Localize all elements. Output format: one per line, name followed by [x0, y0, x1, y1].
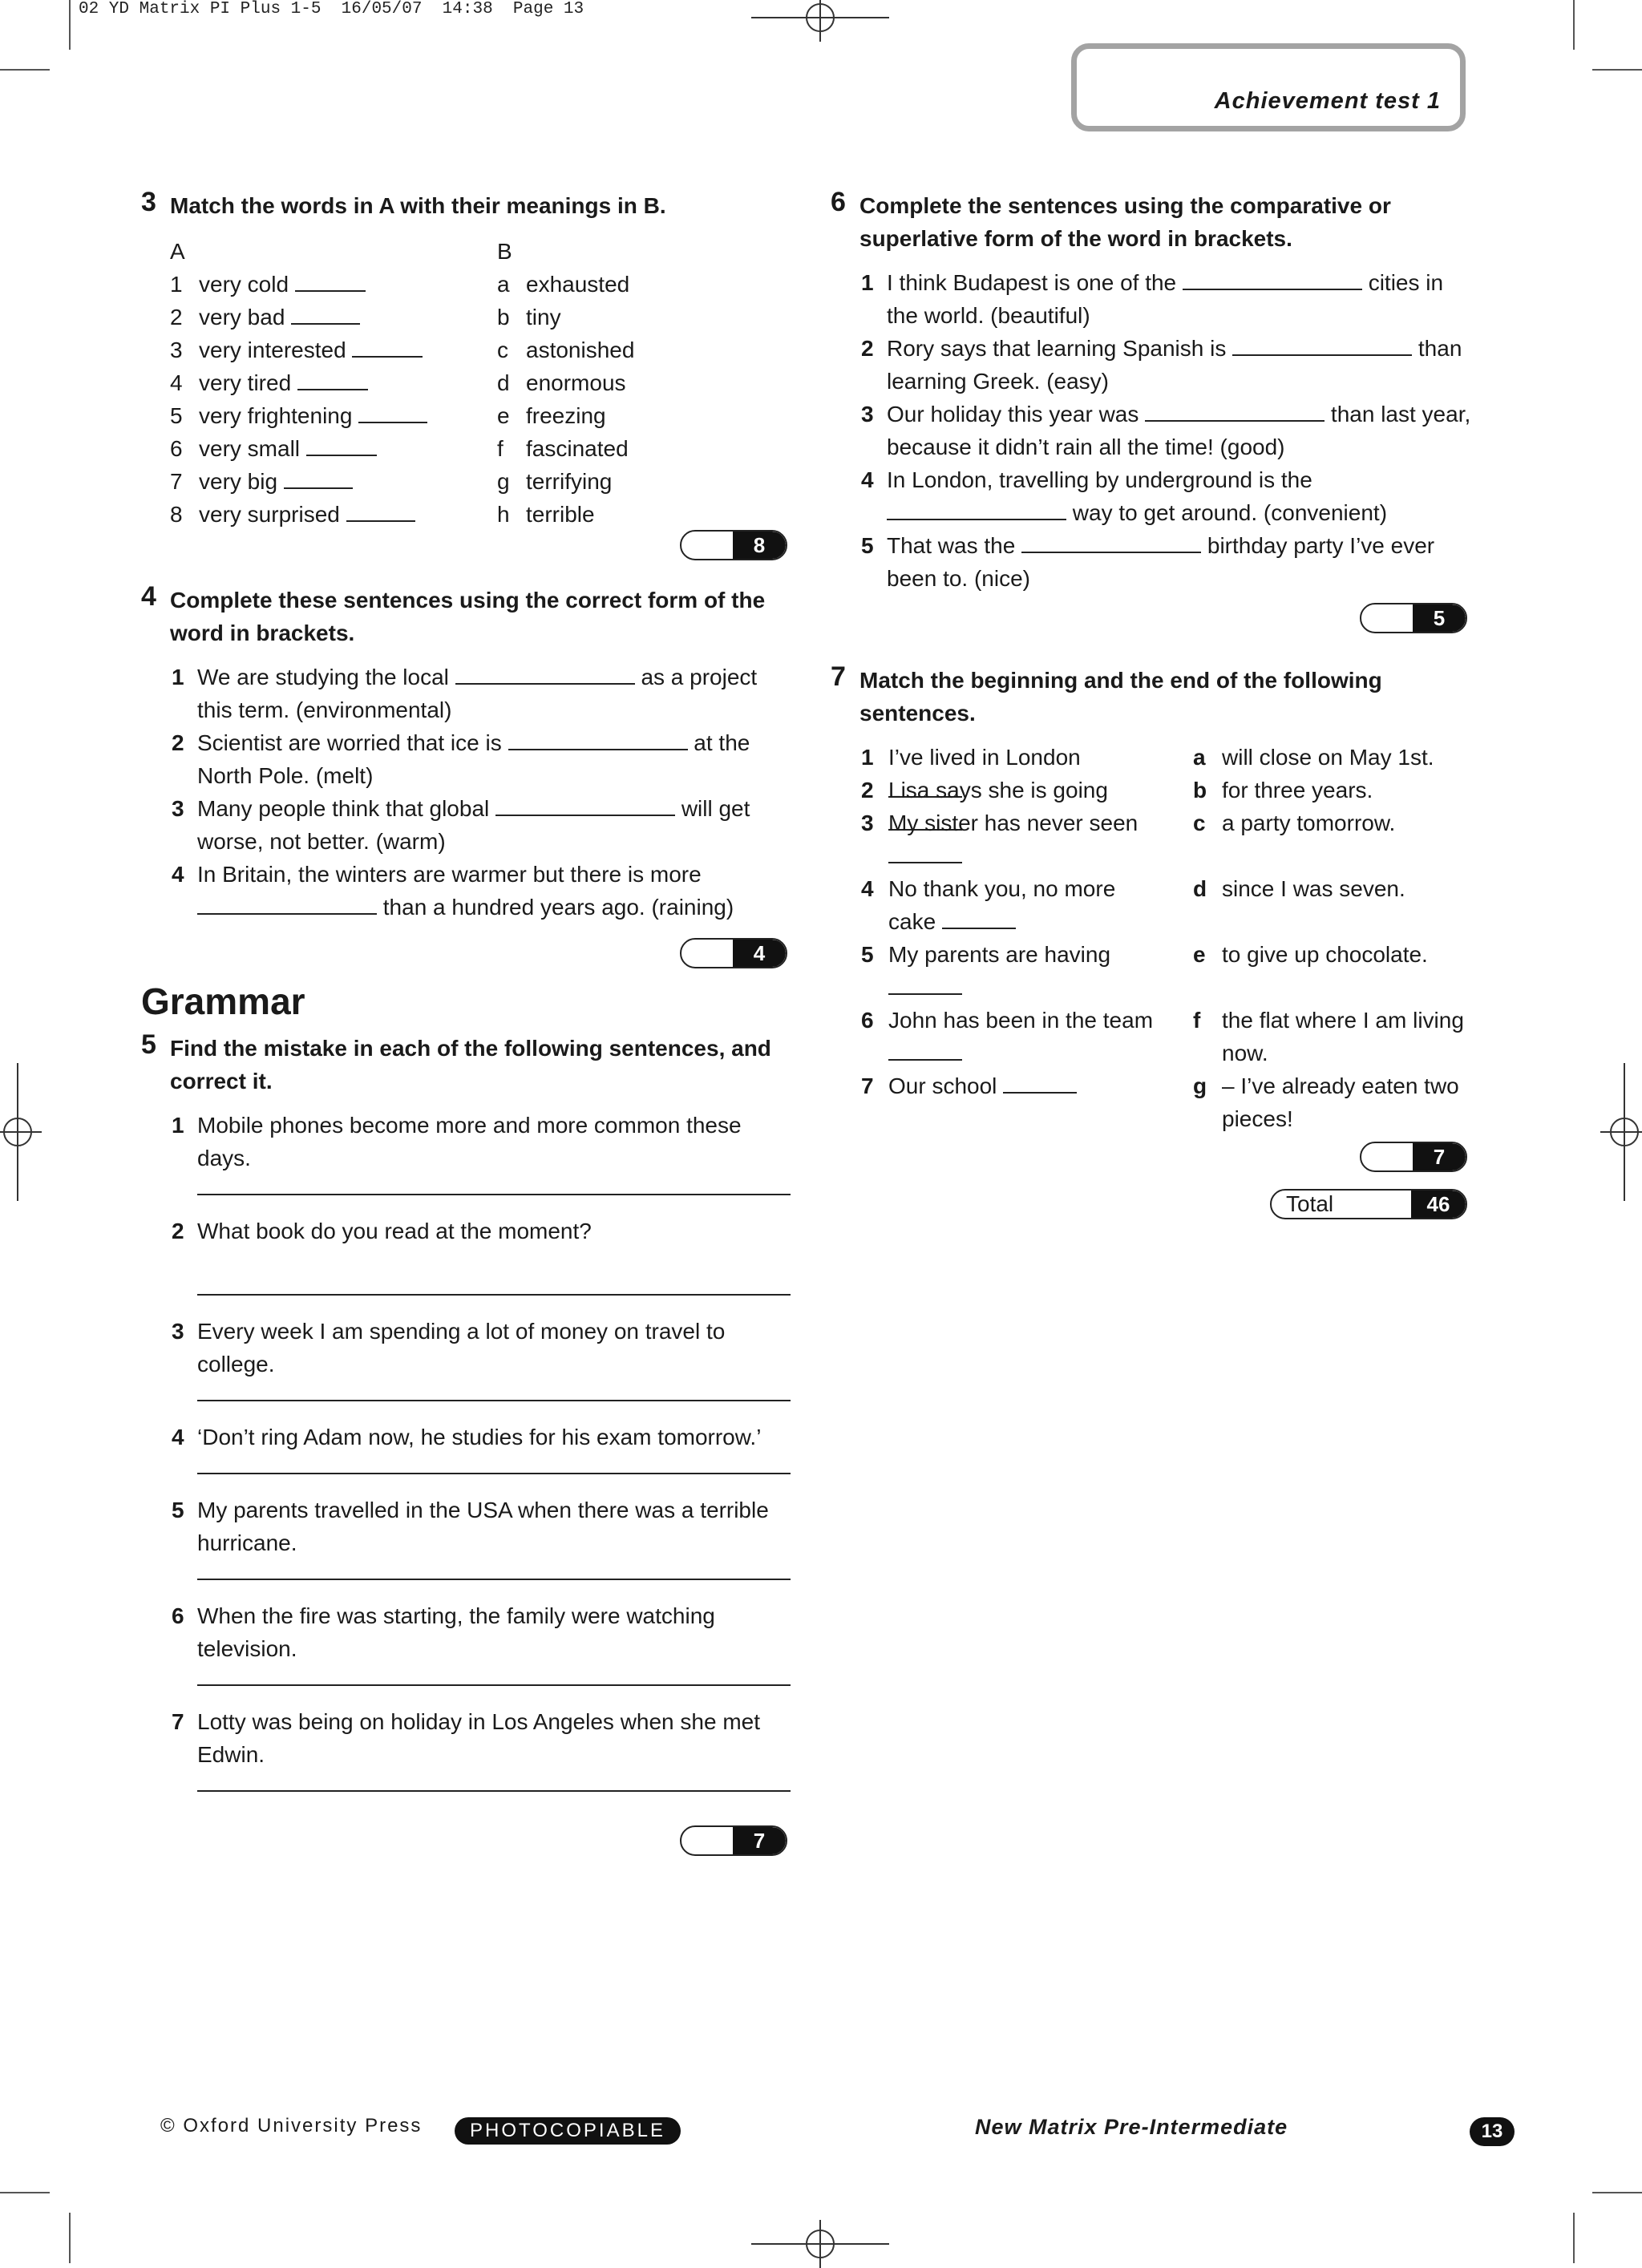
crop-mark	[1592, 2192, 1642, 2193]
sentence-start: Scientist are worried that ice is	[197, 730, 502, 755]
sentence-ending	[1193, 774, 1498, 807]
item-letter: h	[497, 502, 510, 527]
sentence-item	[831, 529, 1472, 595]
answer-blank[interactable]	[495, 795, 675, 816]
answer-line[interactable]	[197, 1683, 791, 1686]
answer-blank[interactable]	[508, 730, 688, 750]
item-text: terrifying	[526, 469, 613, 494]
answer-blank[interactable]	[942, 908, 1016, 929]
section-4-instruction: 4 Complete these sentences using the correct form of the word in brackets.	[141, 581, 766, 645]
page-number: 13	[1470, 2117, 1515, 2146]
meaning-b	[497, 399, 606, 432]
answer-blank[interactable]	[1232, 335, 1412, 356]
meaning-b	[497, 465, 612, 498]
crop-mark	[1573, 2213, 1575, 2263]
section-3-instruction: 3 Match the words in A with their meanings in B.	[141, 187, 666, 218]
registration-mark-left	[3, 1118, 32, 1146]
answer-blank[interactable]	[358, 402, 427, 423]
meaning-b	[497, 498, 595, 531]
sentence-start: I’ve lived in London	[888, 745, 1081, 770]
word-a	[170, 301, 360, 334]
section-3	[141, 189, 791, 531]
item-number: 4	[172, 862, 184, 887]
answer-blank[interactable]	[284, 468, 353, 489]
answer-blank[interactable]	[888, 974, 962, 995]
answer-blank[interactable]	[346, 501, 415, 522]
section-number: 6	[831, 187, 846, 217]
item-text: very cold	[199, 272, 289, 297]
sentence-start: In London, travelling by underground is the	[887, 467, 1312, 492]
item-letter: e	[497, 403, 510, 428]
match-row	[170, 465, 791, 498]
item-letter: b	[1193, 778, 1207, 802]
section-number: 7	[831, 661, 846, 692]
item-text: terrible	[526, 502, 595, 527]
item-number: 4	[861, 876, 874, 901]
sentence-beginning	[861, 1004, 1158, 1069]
crop-mark	[1573, 0, 1575, 50]
match-pair	[831, 1069, 1472, 1135]
match-row	[170, 432, 791, 465]
sentence-item	[141, 1599, 791, 1665]
total-label: Total	[1286, 1191, 1334, 1216]
word-a	[170, 334, 423, 366]
section-5	[141, 1029, 791, 1811]
crop-mark	[1592, 69, 1642, 71]
sentence-ending	[1193, 741, 1498, 774]
sentence-end: since I was seven.	[1222, 876, 1405, 901]
meaning-b	[497, 334, 634, 366]
item-text: tiny	[526, 305, 561, 329]
sentence-end: – I’ve already eaten two pieces!	[1222, 1073, 1459, 1131]
item-number: 1	[861, 745, 874, 770]
match-pair	[831, 741, 1472, 774]
sentence-ending	[1193, 1069, 1498, 1135]
item-letter: b	[497, 305, 510, 329]
item-text: freezing	[526, 403, 606, 428]
column-a-label: A	[170, 239, 185, 264]
match-row	[170, 334, 791, 366]
item-letter: a	[1193, 745, 1206, 770]
sentence-item	[141, 1494, 791, 1559]
sentence-item	[831, 398, 1472, 463]
sentence-end: will get worse, not better. (warm)	[197, 796, 750, 854]
sentence-end: way to get around. (convenient)	[1072, 500, 1388, 525]
section-6-items	[831, 266, 1472, 595]
sentence-item	[141, 661, 791, 726]
answer-blank[interactable]	[197, 894, 377, 915]
item-number: 5	[172, 1498, 184, 1522]
sentence-item	[141, 1705, 791, 1771]
section-5-instruction: 5 Find the mistake in each of the following sentences, and correct it.	[141, 1029, 771, 1094]
match-pair	[831, 872, 1472, 938]
item-text: very interested	[199, 338, 346, 362]
item-number: 3	[861, 402, 874, 427]
sentence-text: When the fire was starting, the family were watching television.	[197, 1603, 715, 1661]
match-row	[170, 399, 791, 432]
item-letter: f	[497, 436, 504, 461]
answer-line[interactable]	[197, 1398, 791, 1401]
item-letter: d	[1193, 876, 1207, 901]
item-number: 2	[861, 336, 874, 361]
item-text: very tired	[199, 370, 292, 395]
column-b-label: B	[497, 239, 512, 264]
match-pair	[831, 774, 1472, 807]
item-letter: c	[497, 338, 508, 362]
section-7-items	[831, 741, 1472, 1135]
item-number: 2	[172, 1219, 184, 1243]
sentence-start: Rory says that learning Spanish is	[887, 336, 1227, 361]
sentence-item	[141, 1421, 791, 1453]
sentence-start: In Britain, the winters are warmer but there is more	[197, 862, 702, 887]
sentence-start: Our school	[888, 1073, 997, 1098]
sentence-end: than last year, because it didn’t rain all the time! (good)	[887, 402, 1471, 459]
sentence-start: I think Budapest is one of the	[887, 270, 1177, 295]
score-box-section-7: 7	[1360, 1142, 1467, 1172]
item-number: 6	[170, 436, 183, 461]
answer-blank[interactable]	[1021, 532, 1201, 553]
answer-blank[interactable]	[295, 271, 366, 292]
sentence-end: as a project this term. (environmental)	[197, 665, 758, 722]
score-box-section-3: 8	[680, 530, 787, 560]
match-table	[141, 235, 791, 531]
registration-mark-right	[1610, 1118, 1639, 1146]
copyright: © Oxford University Press	[160, 2115, 423, 2137]
item-number: 1	[172, 665, 184, 689]
answer-line[interactable]	[197, 1471, 791, 1474]
sentence-end: the flat where I am living now.	[1222, 1008, 1464, 1065]
item-number: 6	[172, 1603, 184, 1628]
sentence-item	[141, 858, 791, 924]
sentence-start: My sister has never seen	[888, 811, 1138, 835]
sentence-end: for three years.	[1222, 778, 1373, 802]
sentence-item	[141, 792, 791, 858]
score-box-section-4: 4	[680, 938, 787, 968]
sentence-end: to give up chocolate.	[1222, 942, 1428, 967]
answer-blank[interactable]	[1183, 269, 1362, 290]
sentence-ending	[1193, 807, 1498, 839]
sentence-beginning	[861, 938, 1158, 1004]
meaning-b	[497, 432, 629, 465]
sentence-start: We are studying the local	[197, 665, 449, 689]
answer-blank[interactable]	[888, 843, 962, 863]
score-box-section-6: 5	[1360, 603, 1467, 633]
item-letter: g	[1193, 1073, 1207, 1098]
word-a	[170, 366, 368, 399]
section-number: 4	[141, 581, 156, 612]
item-number: 3	[861, 811, 874, 835]
answer-blank[interactable]	[455, 664, 635, 685]
answer-blank[interactable]	[297, 370, 368, 390]
answer-line[interactable]	[197, 1292, 791, 1296]
item-number: 3	[172, 796, 184, 821]
sentence-end: will close on May 1st.	[1222, 745, 1434, 770]
total-score-box	[1270, 1189, 1467, 1219]
item-number: 2	[861, 778, 874, 802]
sentence-end: than a hundred years ago. (raining)	[382, 895, 734, 920]
item-number: 1	[172, 1113, 184, 1138]
item-letter: d	[497, 370, 510, 395]
meaning-b	[497, 366, 626, 399]
sentence-end: a party tomorrow.	[1222, 811, 1396, 835]
item-number: 7	[172, 1709, 184, 1734]
item-text: exhausted	[526, 272, 630, 297]
item-number: 3	[170, 338, 183, 362]
answer-line[interactable]	[197, 1577, 791, 1580]
item-letter: f	[1193, 1008, 1201, 1033]
sentence-text: Lotty was being on holiday in Los Angeles when she met Edwin.	[197, 1709, 761, 1767]
sentence-start: That was the	[887, 533, 1016, 558]
meaning-b	[497, 301, 561, 334]
sentence-text: Mobile phones become more and more common these days.	[197, 1113, 742, 1170]
answer-blank[interactable]	[887, 499, 1066, 520]
match-pair	[831, 1004, 1472, 1069]
item-number: 1	[170, 272, 183, 297]
match-row	[170, 498, 791, 531]
item-number: 6	[861, 1008, 874, 1033]
match-row	[170, 366, 791, 399]
sentence-item	[831, 332, 1472, 398]
print-slug: 02 YD Matrix PI Plus 1-5 16/05/07 14:38 Page 13	[79, 0, 584, 18]
item-number: 5	[170, 403, 183, 428]
sentence-item	[141, 1315, 791, 1381]
crop-mark	[0, 69, 50, 71]
sentence-start: Our holiday this year was	[887, 402, 1139, 427]
sentence-beginning	[861, 1069, 1158, 1102]
meaning-b	[497, 268, 629, 301]
sentence-ending	[1193, 1004, 1498, 1069]
item-number: 7	[170, 469, 183, 494]
sentence-item	[141, 1215, 791, 1247]
sentence-end: cities in the world. (beautiful)	[887, 270, 1444, 328]
word-a	[170, 432, 377, 465]
item-number: 3	[172, 1319, 184, 1344]
item-number: 5	[861, 533, 874, 558]
sentence-start: Many people think that global	[197, 796, 490, 821]
book-title: New Matrix Pre-Intermediate	[975, 2115, 1288, 2139]
sentence-end: birthday party I’ve ever been to. (nice)	[887, 533, 1435, 591]
section-4-items	[141, 661, 791, 924]
word-a	[170, 268, 366, 301]
word-a	[170, 399, 427, 432]
registration-mark-bottom	[806, 2230, 835, 2258]
section-6	[831, 189, 1472, 595]
section-7-instruction: 7 Match the beginning and the end of the following sentences.	[831, 661, 1382, 726]
grammar-heading: Grammar	[141, 980, 305, 1022]
test-title: Achievement test 1	[1214, 88, 1441, 114]
photocopiable-badge: PHOTOCOPIABLE	[455, 2117, 681, 2145]
item-number: 2	[172, 730, 184, 755]
sentence-text: My parents travelled in the USA when there was a terrible hurricane.	[197, 1498, 769, 1555]
word-a	[170, 465, 353, 498]
item-text: very big	[199, 469, 278, 494]
section-4	[141, 581, 791, 924]
answer-line[interactable]	[197, 1789, 791, 1792]
total-value: 46	[1426, 1192, 1450, 1216]
item-letter: a	[497, 272, 510, 297]
match-pair	[831, 807, 1472, 872]
sentence-start: Lisa says she is going	[888, 778, 1108, 802]
answer-blank[interactable]	[352, 337, 423, 358]
item-number: 4	[170, 370, 183, 395]
section-6-instruction: 6 Complete the sentences using the comparative or superlative form of the word in brackets.	[831, 187, 1391, 251]
sentence-beginning	[861, 807, 1158, 872]
item-text: very frightening	[199, 403, 353, 428]
answer-blank[interactable]	[888, 1040, 962, 1061]
match-row	[170, 268, 791, 301]
sentence-ending	[1193, 938, 1498, 971]
item-letter: g	[497, 469, 510, 494]
item-number: 7	[861, 1073, 874, 1098]
item-number: 2	[170, 305, 183, 329]
answer-blank[interactable]	[1003, 1073, 1077, 1094]
answer-line[interactable]	[197, 1192, 791, 1195]
item-number: 8	[170, 502, 183, 527]
test-title-box	[1071, 43, 1466, 131]
section-7	[831, 661, 1472, 1135]
item-text: very small	[199, 436, 301, 461]
match-row	[170, 301, 791, 334]
answer-blank[interactable]	[291, 304, 360, 325]
match-rows	[170, 268, 791, 531]
sentence-text: What book do you read at the moment?	[197, 1219, 592, 1243]
sentence-item	[831, 463, 1472, 529]
item-text: very surprised	[199, 502, 340, 527]
sentence-start: No thank you, no more cake	[888, 876, 1116, 934]
item-number: 1	[861, 270, 874, 295]
crop-mark	[69, 2213, 71, 2263]
sentence-start: John has been in the team	[888, 1008, 1154, 1033]
item-text: astonished	[526, 338, 635, 362]
sentence-item	[141, 1109, 791, 1174]
sentence-item	[141, 726, 791, 792]
item-number: 4	[172, 1425, 184, 1449]
section-number: 3	[141, 187, 156, 217]
section-5-items	[141, 1109, 791, 1792]
match-pair	[831, 938, 1472, 1004]
section-number: 5	[141, 1029, 156, 1060]
item-text: enormous	[526, 370, 626, 395]
sentence-end: at the North Pole. (melt)	[197, 730, 750, 788]
answer-blank[interactable]	[306, 435, 377, 456]
crop-mark	[69, 0, 71, 50]
item-letter: c	[1193, 811, 1206, 835]
sentence-text: Every week I am spending a lot of money on travel to college.	[197, 1319, 726, 1377]
item-letter: e	[1193, 942, 1206, 967]
sentence-text: ‘Don’t ring Adam now, he studies for his exam tomorrow.’	[197, 1425, 762, 1449]
sentence-start: My parents are having	[888, 942, 1111, 967]
word-a	[170, 498, 415, 531]
item-number: 5	[861, 942, 874, 967]
item-text: very bad	[199, 305, 285, 329]
answer-blank[interactable]	[1145, 401, 1325, 422]
sentence-end: than learning Greek. (easy)	[887, 336, 1462, 394]
match-header-row	[170, 235, 791, 268]
registration-mark-top	[806, 3, 835, 32]
sentence-item	[831, 266, 1472, 332]
sentence-ending	[1193, 872, 1498, 905]
crop-mark	[0, 2192, 50, 2193]
item-number: 4	[861, 467, 874, 492]
score-box-section-5: 7	[680, 1825, 787, 1856]
item-text: fascinated	[526, 436, 629, 461]
sentence-beginning	[861, 872, 1158, 938]
